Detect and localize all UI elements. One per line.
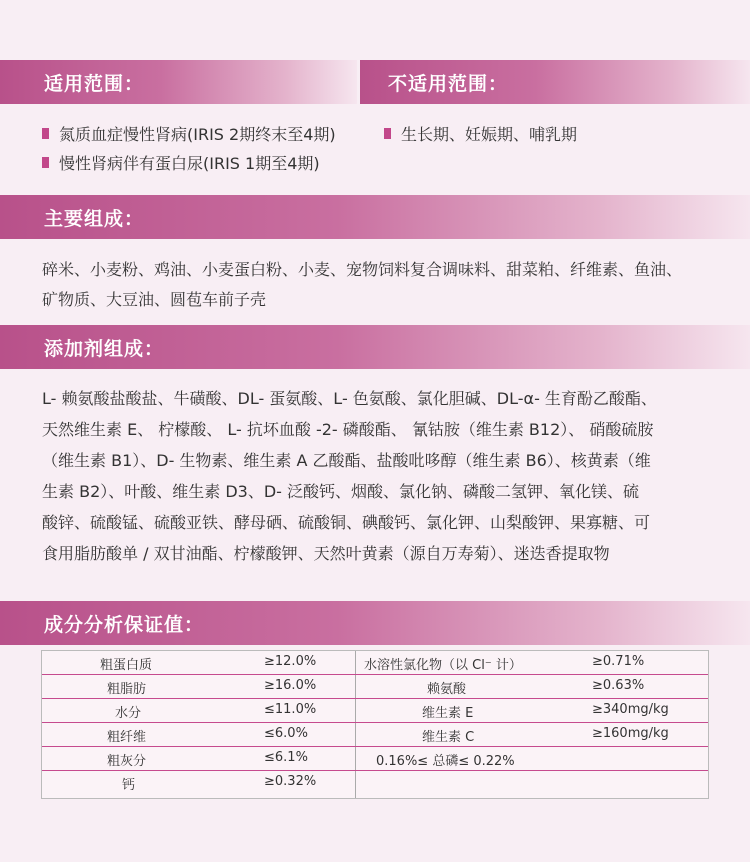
analysis-table bbox=[41, 650, 709, 799]
composition-text: 碎米、小麦粉、鸡油、小麦蛋白粉、小麦、宠物饲料复合调味料、甜菜粕、纤维素、鱼油、 矿物质、大豆油、圆苞车前子壳 bbox=[42, 260, 683, 309]
list-item: 生长期、妊娠期、哺乳期 bbox=[384, 119, 577, 148]
additives-header bbox=[0, 325, 750, 369]
applicable-title: 适用范围： bbox=[44, 72, 145, 95]
composition-title: 主要组成： bbox=[44, 207, 145, 230]
table-row: 粗灰分 ≤6.1% 0.16%≤ 总磷≤ 0.22% bbox=[42, 747, 708, 771]
analysis-header bbox=[0, 601, 750, 645]
additives-text: L- 赖氨酸盐酸盐、牛磺酸、DL- 蛋氨酸、L- 色氨酸、氯化胆碱、DL-α- 生育酚乙酸酯、 天然维生素 E、 柠檬酸、 L- 抗坏血酸 -2- 磷酸酯、 氰钴胺（维生素 B12）、 硝酸硫胺 （维生素 B1）、D- 生物素、维生素 A 乙酸酯、盐酸吡哆醇（维生素 B6）、核黄素（维 生素 B2）、叶酸、维生素 D3、D- 泛酸钙、烟酸、氯化钠、磷酸二氢钾、氧化镁、硫 酸锌、硫酸锰、硫酸亚铁、酵母硒、硫酸铜、碘酸钙、氯化钾、山梨酸钾、果寡糖、可 食用脂肪酸单 / 双甘油酯、柠檬酸钾、天然叶黄素（源自万寿菊）、迷迭香提取物 bbox=[42, 389, 657, 563]
additives-title: 添加剂组成： bbox=[44, 337, 165, 360]
list-item: 慢性肾病伴有蛋白尿(IRIS 1期至4期) bbox=[42, 148, 336, 177]
bullet-icon bbox=[42, 157, 49, 168]
bullet-icon bbox=[42, 128, 49, 139]
table-row: 钙 ≥0.32% bbox=[122, 774, 317, 793]
applicable-header bbox=[0, 60, 357, 104]
table-row: 粗蛋白质 ≥12.0% 水溶性氯化物（以 Cl⁻ 计） ≥0.71% bbox=[42, 651, 708, 675]
list-item: 氮质血症慢性肾病(IRIS 2期终末至4期) bbox=[42, 119, 336, 148]
not-applicable-header bbox=[360, 60, 750, 104]
analysis-title: 成分分析保证值： bbox=[44, 613, 205, 636]
not-applicable-title: 不适用范围： bbox=[388, 72, 509, 95]
table-row: 粗纤维 ≤6.0% 维生素 C ≥160mg/kg bbox=[42, 723, 708, 747]
applicable-list bbox=[42, 119, 336, 177]
composition-header bbox=[0, 195, 750, 239]
table-row: 水分 ≤11.0% 维生素 E ≥340mg/kg bbox=[42, 699, 708, 723]
bullet-icon bbox=[384, 128, 391, 139]
table-row: 粗脂肪 ≥16.0% 赖氨酸 ≥0.63% bbox=[42, 675, 708, 699]
not-applicable-list bbox=[384, 119, 577, 148]
